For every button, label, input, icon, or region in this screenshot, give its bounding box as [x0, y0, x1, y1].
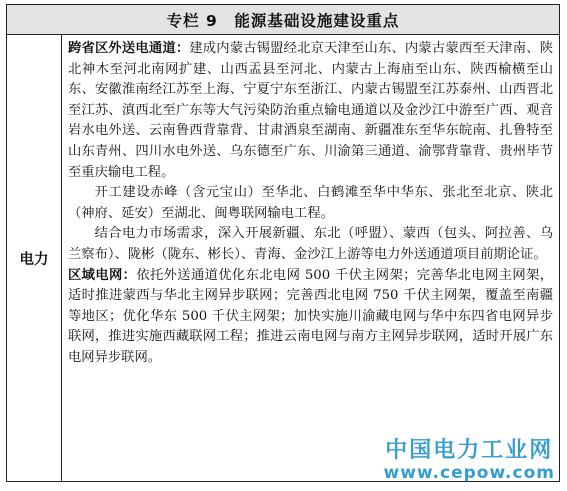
paragraph-transmission-channels [68, 39, 553, 183]
box-body [7, 35, 559, 482]
content-cell [62, 35, 559, 482]
box-title: 专栏 9 能源基础设施建设重点 [7, 5, 559, 35]
regional-grid-text: 依托外送通道优化东北电网 500 千伏主网架；完善华北电网主网架，适时推进蒙西与华北主网异步联网；完善西北电网 750 千伏主网架，覆盖至南疆等地区；优化华东 500 千伏主网架；加快实施川渝藏电网与华中东四省电网异步联网，推进实施西藏联网工程；推进云南电网与南方主网异步联网，适时开展广东电网异步联网。 [68, 267, 553, 365]
column-box [6, 4, 560, 482]
watermark-name: 中国电力工业网 [385, 438, 554, 463]
paragraph-start-construction: 开工建设赤峰（含元宝山）至华北、白鹤滩至华中华东、张北至北京、陕北（神府、延安）至湖北、闽粤联网输电工程。 [68, 185, 553, 221]
paragraph-regional-grid [68, 266, 553, 369]
transmission-channels-text: 建成内蒙古锡盟经北京天津至山东、内蒙古蒙西至天津南、陕北神木至河北南网扩建、山西盂县至河北、内蒙古上海庙至山东、陕西榆横至山东、安徽淮南经江苏至上海、宁夏宁东至浙江、内蒙古锡盟至江苏泰州、山西晋北至江苏、滇西北至广东等大气污染防治重点输电通道以及金沙江中游至广西、观音岩水电外送、云南鲁西背靠背、甘肃酒泉至湖南、新疆准东至华东皖南、扎鲁特至山东青州、四川水电外送、乌东德至广东、川渝第三通道、渝鄂背靠背、贵州毕节至重庆输电工程。 [68, 41, 554, 180]
category-cell: 电力 [7, 35, 62, 482]
paragraph-preliminary-study: 结合电力市场需求，深入开展新疆、东北（呼盟）、蒙西（包头、阿拉善、乌兰察布）、陇彬（陇东、彬长）、青海、金沙江上游等电力外送通道项目前期论证。 [68, 226, 553, 262]
watermark-url: www.cepow.com [383, 463, 555, 483]
transmission-channels-heading: 跨省区外送电通道： [68, 41, 190, 56]
regional-grid-heading: 区域电网： [68, 267, 137, 283]
